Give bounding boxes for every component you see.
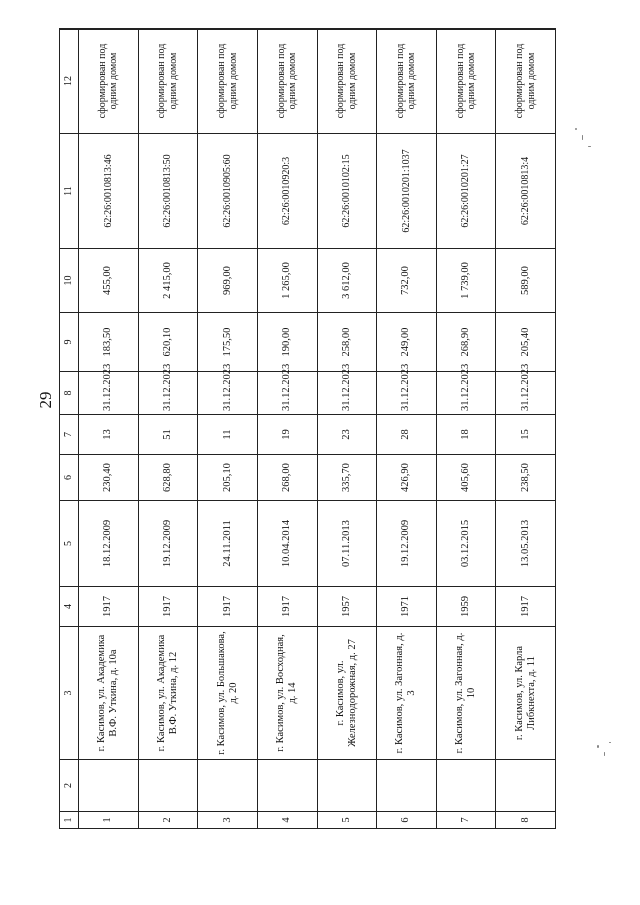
- table-cell-col-5: 19.12.2009: [377, 501, 437, 587]
- table-cell-col-3: г. Касимов, ул. Карла Либкнехта, д. 11: [496, 627, 556, 760]
- table-cell-col-11: 62:26:0010201:1037: [377, 134, 437, 249]
- table-cell-col-9: 258,00: [317, 313, 377, 372]
- column-number-7: 7: [60, 415, 79, 455]
- table-cell-col-7: 15: [496, 415, 556, 455]
- table-cell-col-12: сформирован под одним домом: [377, 29, 437, 134]
- table-cell-col-6: 426,90: [377, 455, 437, 501]
- table-cell-col-2: [436, 760, 496, 812]
- table-cell-col-9: 190,00: [257, 313, 317, 372]
- table-cell-col-10: 3 612,00: [317, 249, 377, 313]
- table-row: [377, 29, 437, 829]
- table-cell-col-1: 6: [377, 812, 437, 829]
- table-cell-col-7: 23: [317, 415, 377, 455]
- table-cell-col-11: 62:26:0010813:46: [79, 134, 139, 249]
- housing-register-table: [59, 28, 556, 829]
- table-cell-col-6: 205,10: [198, 455, 258, 501]
- table-cell-col-7: 13: [79, 415, 139, 455]
- table-cell-col-1: 4: [257, 812, 317, 829]
- table-cell-col-2: [377, 760, 437, 812]
- table-cell-col-1: 3: [198, 812, 258, 829]
- column-number-6: 6: [60, 455, 79, 501]
- column-number-9: 9: [60, 313, 79, 372]
- table-cell-col-2: [138, 760, 198, 812]
- table-cell-col-9: 175,50: [198, 313, 258, 372]
- table-cell-col-10: 1 265,00: [257, 249, 317, 313]
- table-cell-col-8: 31.12.2023: [138, 372, 198, 415]
- table-cell-col-10: 969,00: [198, 249, 258, 313]
- table-cell-col-11: 62:26:0010813:50: [138, 134, 198, 249]
- table-cell-col-7: 18: [436, 415, 496, 455]
- table-cell-col-11: 62:26:0010920:3: [257, 134, 317, 249]
- column-number-3: 3: [60, 627, 79, 760]
- table-cell-col-8: 31.12.2023: [377, 372, 437, 415]
- table-cell-col-4: 1917: [138, 587, 198, 627]
- scan-speck: [582, 135, 583, 140]
- table-cell-col-12: сформирован под одним домом: [138, 29, 198, 134]
- table-cell-col-12: сформирован под одним домом: [257, 29, 317, 134]
- table-cell-col-5: 19.12.2009: [138, 501, 198, 587]
- table-cell-col-5: 18.12.2009: [79, 501, 139, 587]
- column-number-5: 5: [60, 501, 79, 587]
- table-cell-col-5: 03.12.2015: [436, 501, 496, 587]
- table-cell-col-4: 1971: [377, 587, 437, 627]
- table-cell-col-9: 205,40: [496, 313, 556, 372]
- table-cell-col-6: 230,40: [79, 455, 139, 501]
- table-cell-col-7: 11: [198, 415, 258, 455]
- table-cell-col-3: г. Касимов, ул. Большакова, д. 20: [198, 627, 258, 760]
- table-cell-col-1: 5: [317, 812, 377, 829]
- table-cell-col-3: г. Касимов, ул. Академика В.Ф. Уткина, д. 10а: [79, 627, 139, 760]
- table-cell-col-2: [198, 760, 258, 812]
- table-row: [317, 29, 377, 829]
- table-cell-col-9: 249,00: [377, 313, 437, 372]
- scan-speck: [575, 128, 577, 130]
- table-cell-col-6: 335,70: [317, 455, 377, 501]
- table-cell-col-2: [79, 760, 139, 812]
- table-cell-col-1: 7: [436, 812, 496, 829]
- table-cell-col-8: 31.12.2023: [257, 372, 317, 415]
- table-cell-col-4: 1957: [317, 587, 377, 627]
- table-cell-col-12: сформирован под одним домом: [317, 29, 377, 134]
- table-cell-col-6: 628,80: [138, 455, 198, 501]
- table-row: [496, 29, 556, 829]
- table-cell-col-8: 31.12.2023: [198, 372, 258, 415]
- table-cell-col-11: 62:26:0010201:27: [436, 134, 496, 249]
- table-cell-col-4: 1959: [436, 587, 496, 627]
- scan-speck: [609, 742, 611, 743]
- table-cell-col-4: 1917: [198, 587, 258, 627]
- table-cell-col-10: 455,00: [79, 249, 139, 313]
- table-cell-col-5: 13.05.2013: [496, 501, 556, 587]
- table-row: [79, 29, 139, 829]
- table-cell-col-9: 183,50: [79, 313, 139, 372]
- column-number-10: 10: [60, 249, 79, 313]
- column-number-4: 4: [60, 587, 79, 627]
- table-cell-col-10: 589,00: [496, 249, 556, 313]
- table-cell-col-11: 62:26:0010905:60: [198, 134, 258, 249]
- table-cell-col-8: 31.12.2023: [79, 372, 139, 415]
- table-cell-col-7: 28: [377, 415, 437, 455]
- table-cell-col-5: 24.11.2011: [198, 501, 258, 587]
- table-cell-col-10: 2 415,00: [138, 249, 198, 313]
- column-number-2: 2: [60, 760, 79, 812]
- column-number-1: 1: [60, 812, 79, 829]
- table-cell-col-5: 07.11.2013: [317, 501, 377, 587]
- table-cell-col-6: 238,50: [496, 455, 556, 501]
- table-cell-col-3: г. Касимов, ул. Академика В.Ф. Уткина, д. 12: [138, 627, 198, 760]
- table-cell-col-3: г. Касимов, ул. Загонная, д. 10: [436, 627, 496, 760]
- page-number: 29: [36, 391, 55, 409]
- table-cell-col-9: 620,10: [138, 313, 198, 372]
- column-number-8: 8: [60, 372, 79, 415]
- table-cell-col-3: г. Касимов, ул. Восходная, д. 14: [257, 627, 317, 760]
- table-cell-col-3: г. Касимов, ул. Железнодорожная, д. 27: [317, 627, 377, 760]
- table-cell-col-4: 1917: [496, 587, 556, 627]
- table-cell-col-6: 405,60: [436, 455, 496, 501]
- table-cell-col-4: 1917: [257, 587, 317, 627]
- scan-speck: [588, 146, 591, 147]
- table-cell-col-12: сформирован под одним домом: [79, 29, 139, 134]
- column-number-row: [60, 29, 79, 829]
- table-cell-col-12: сформирован под одним домом: [436, 29, 496, 134]
- table-cell-col-2: [317, 760, 377, 812]
- table-row: [257, 29, 317, 829]
- table-cell-col-1: 8: [496, 812, 556, 829]
- table-row: [436, 29, 496, 829]
- table-cell-col-7: 51: [138, 415, 198, 455]
- table-cell-col-12: сформирован под одним домом: [496, 29, 556, 134]
- column-number-12: 12: [60, 29, 79, 134]
- table-body: [79, 29, 556, 829]
- table-cell-col-8: 31.12.2023: [317, 372, 377, 415]
- table-cell-col-8: 31.12.2023: [496, 372, 556, 415]
- table-cell-col-12: сформирован под одним домом: [198, 29, 258, 134]
- table-cell-col-5: 10.04.2014: [257, 501, 317, 587]
- table-cell-col-11: 62:26:0010102:15: [317, 134, 377, 249]
- table-cell-col-8: 31.12.2023: [436, 372, 496, 415]
- table-cell-col-11: 62:26:0010813:4: [496, 134, 556, 249]
- column-number-11: 11: [60, 134, 79, 249]
- table-cell-col-1: 2: [138, 812, 198, 829]
- table-cell-col-2: [257, 760, 317, 812]
- table-cell-col-4: 1917: [79, 587, 139, 627]
- scan-speck: [604, 752, 605, 756]
- table-cell-col-1: 1: [79, 812, 139, 829]
- scan-speck: [597, 745, 599, 748]
- table-row: [138, 29, 198, 829]
- table-cell-col-3: г. Касимов, ул. Загонная, д. 3: [377, 627, 437, 760]
- housing-register-table-wrapper: [59, 29, 556, 829]
- table-row: [198, 29, 258, 829]
- table-cell-col-9: 268,90: [436, 313, 496, 372]
- table-cell-col-10: 732,00: [377, 249, 437, 313]
- table-cell-col-6: 268,00: [257, 455, 317, 501]
- table-cell-col-2: [496, 760, 556, 812]
- table-cell-col-10: 1 739,00: [436, 249, 496, 313]
- table-cell-col-7: 19: [257, 415, 317, 455]
